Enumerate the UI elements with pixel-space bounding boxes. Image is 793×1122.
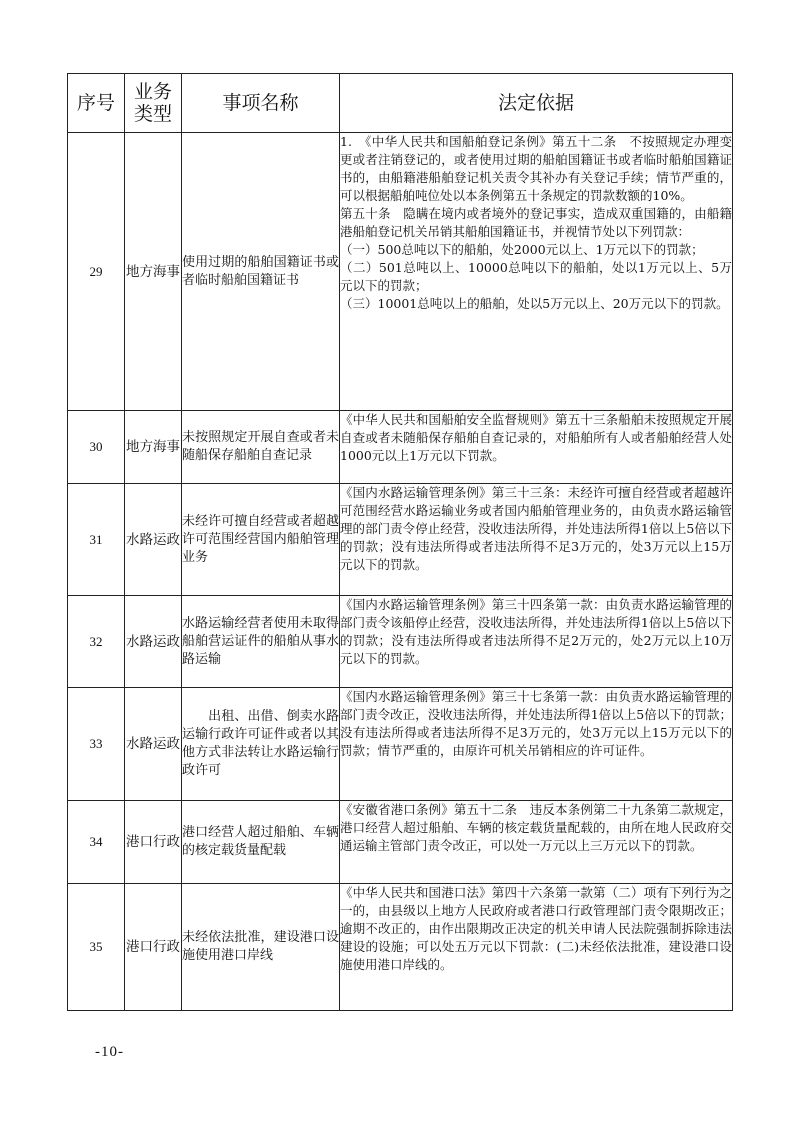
legal-basis-paragraph: 《中华人民共和国港口法》第四十六条第一款第（二）项有下列行为之一的，由县级以上地方人民政府或者港口行政管理部门责令限期改正；逾期不改正的，由作出限期改正决定的机关申请人民法院强制拆除违法建设的设施；可以处五万元以下罚款：(二)未经依法批准，建设港口设施使用港口岸线的。 — [340, 885, 732, 972]
page-number: -10- — [95, 1044, 124, 1060]
row-item-name: 未经依法批准，建设港口设施使用港口岸线 — [182, 884, 340, 1011]
row-item-name: 使用过期的船舶国籍证书或者临时船舶国籍证书 — [182, 133, 340, 411]
table-header-row — [68, 74, 733, 133]
row-legal-basis — [340, 596, 733, 688]
header-business-type-text: 业务类型 — [134, 81, 173, 125]
legal-basis-paragraph: 《国内水路运输管理条例》第三十三条：未经许可擅自经营或者超越许可范围经营水路运输业务或者国内船舶管理业务的，由负责水路运输管理的部门责令停止经营，没收违法所得，并处违法所得1倍以上5倍以下的罚款；没有违法所得或者违法所得不足3万元的，处3万元以上15万元以下的罚款。 — [340, 485, 732, 572]
row-legal-basis — [340, 688, 733, 801]
table-row — [68, 596, 733, 688]
table-row — [68, 484, 733, 596]
row-business-type: 水路运政 — [125, 688, 182, 801]
row-legal-basis — [340, 801, 733, 884]
row-business-type: 水路运政 — [125, 484, 182, 596]
row-business-type: 港口行政 — [125, 801, 182, 884]
row-serial-number: 35 — [68, 884, 125, 1011]
legal-basis-paragraph: 《安徽省港口条例》第五十二条 违反本条例第二十九条第二款规定，港口经营人超过船舶、车辆的核定载货量配载的，由所在地人民政府交通运输主管部门责令改正，可以处一万元以上三万元以下的罚款。 — [340, 802, 732, 853]
row-legal-basis — [340, 884, 733, 1011]
row-serial-number: 32 — [68, 596, 125, 688]
row-serial-number: 31 — [68, 484, 125, 596]
penalty-table — [67, 73, 733, 1011]
header-item-name: 事项名称 — [182, 74, 340, 133]
row-item-name: 港口经营人超过船舶、车辆的核定载货量配载 — [182, 801, 340, 884]
row-serial-number: 30 — [68, 411, 125, 484]
legal-basis-paragraph: 《国内水路运输管理条例》第三十四条第一款：由负责水路运输管理的部门责令该船停止经营，没收违法所得，并处违法所得1倍以上5倍以下的罚款；没有违法所得或者违法所得不足2万元的，处2万元以上10万元以下的罚款。 — [340, 597, 732, 666]
legal-basis-paragraph: 第五十条 隐瞒在境内或者境外的登记事实，造成双重国籍的，由船籍港船舶登记机关吊销其船舶国籍证书，并视情节处以下列罚款： — [340, 206, 732, 239]
table-row — [68, 801, 733, 884]
row-business-type: 地方海事 — [125, 133, 182, 411]
legal-basis-paragraph: 《中华人民共和国船舶安全监督规则》第五十三条船舶未按照规定开展自查或者未随船保存船舶自查记录的，对船舶所有人或者船舶经营人处1000元以上1万元以下罚款。 — [340, 412, 732, 463]
row-business-type: 地方海事 — [125, 411, 182, 484]
legal-basis-paragraph: （二）501总吨以上、10000总吨以下的船舶，处以1万元以上、5万元以下的罚款； — [340, 260, 732, 293]
row-legal-basis — [340, 411, 733, 484]
row-serial-number: 29 — [68, 133, 125, 411]
row-legal-basis — [340, 484, 733, 596]
table-row — [68, 884, 733, 1011]
table-row — [68, 688, 733, 801]
header-business-type — [125, 74, 182, 133]
legal-basis-paragraph: （三）10001总吨以上的船舶，处以5万元以上、20万元以下的罚款。 — [340, 296, 729, 311]
legal-basis-paragraph: 1. 《中华人民共和国船舶登记条例》第五十二条 不按照规定办理变更或者注销登记的，或者使用过期的船舶国籍证书或者临时船舶国籍证书的，由船籍港船舶登记机关责令其补办有关登记手续；情节严重的，可以根据船舶吨位处以本条例第五十条规定的罚款数额的10%。 — [340, 134, 732, 203]
header-serial-number: 序号 — [68, 74, 125, 133]
table-row — [68, 411, 733, 484]
row-item-name: 未按照规定开展自查或者未随船保存船舶自查记录 — [182, 411, 340, 484]
header-legal-basis: 法定依据 — [340, 74, 733, 133]
row-item-name: 出租、出借、倒卖水路运输行政许可证件或者以其他方式非法转让水路运输行政许可 — [182, 688, 340, 801]
row-business-type: 水路运政 — [125, 596, 182, 688]
row-item-name: 未经许可擅自经营或者超越许可范围经营国内船舶管理业务 — [182, 484, 340, 596]
row-item-name: 水路运输经营者使用未取得船舶营运证件的船舶从事水路运输 — [182, 596, 340, 688]
table-row — [68, 133, 733, 411]
row-serial-number: 34 — [68, 801, 125, 884]
row-business-type: 港口行政 — [125, 884, 182, 1011]
legal-basis-paragraph: （一）500总吨以下的船舶，处2000元以上、1万元以下的罚款； — [340, 242, 704, 257]
row-serial-number: 33 — [68, 688, 125, 801]
row-legal-basis — [340, 133, 733, 411]
legal-basis-paragraph: 《国内水路运输管理条例》第三十七条第一款：由负责水路运输管理的部门责令改正，没收违法所得，并处违法所得1倍以上5倍以下的罚款；没有违法所得或者违法所得不足3万元的，处3万元以上15万元以下的罚款；情节严重的，由原许可机关吊销相应的许可证件。 — [340, 689, 732, 758]
